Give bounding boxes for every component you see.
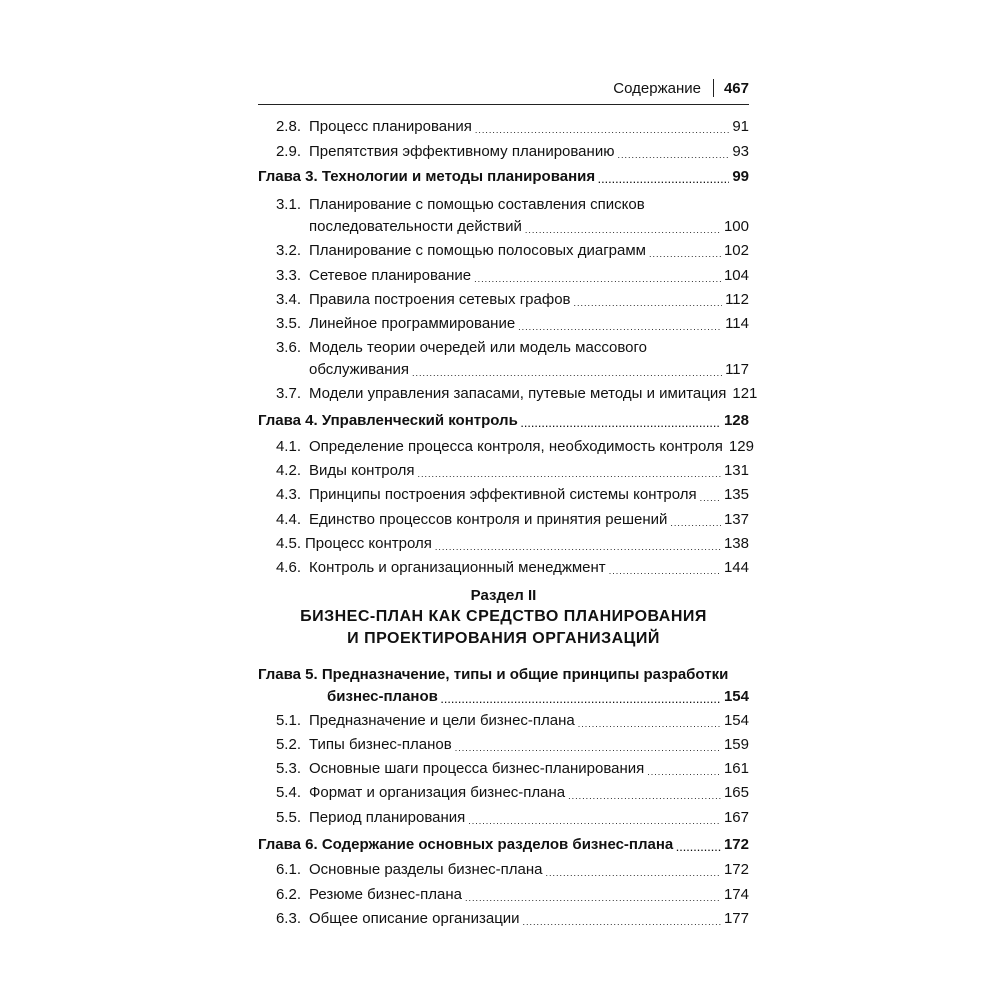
dot-leader (474, 265, 721, 287)
toc-entry-line (0, 859, 1000, 881)
toc-page-number: 154 (723, 688, 749, 705)
dot-leader (441, 686, 721, 708)
toc-page-number: 137 (723, 511, 749, 528)
toc-chapter-line (0, 166, 1000, 188)
toc-entry-number: 6.2. (275, 886, 301, 903)
header-separator (713, 79, 714, 97)
dot-leader (468, 807, 721, 829)
toc-entry-title: Общее описание организации (309, 910, 520, 927)
toc-page-number: 104 (723, 267, 749, 284)
toc-entry-line (0, 460, 1000, 482)
dot-leader (412, 359, 722, 381)
header-rule (258, 104, 749, 105)
toc-entry-title: Основные разделы бизнес-плана (309, 861, 543, 878)
dot-leader (598, 166, 729, 188)
dot-leader (546, 859, 721, 881)
toc-entry-line (0, 216, 1000, 238)
toc-page-number: 93 (732, 143, 749, 160)
toc-page-number: 177 (723, 910, 749, 927)
toc-entry-title: Определение процесса контроля, необходимость контроля (309, 438, 723, 455)
toc-entry-number: 3.1. (275, 196, 301, 213)
toc-chapter-title: Глава 3. Технологии и методы планирования (258, 168, 596, 185)
toc-entry-line (0, 758, 1000, 780)
toc-entry-number: 4.6. (275, 559, 301, 576)
toc-entry-line (0, 734, 1000, 756)
toc-chapter-title: Глава 4. Управленческий контроль (258, 412, 518, 429)
toc-entry-number: 5.2. (275, 736, 301, 753)
toc-page-number: 114 (725, 315, 749, 332)
toc-page-number: 159 (723, 736, 749, 753)
toc-entry-title: Типы бизнес-планов (309, 736, 452, 753)
section-label: Раздел II (470, 587, 537, 604)
toc-entry-line (0, 116, 1000, 138)
toc-entry-line (0, 383, 1000, 405)
toc-entry-line (0, 710, 1000, 732)
toc-page-number: 117 (725, 361, 749, 378)
toc-entry-title: Планирование с помощью составления списков (309, 196, 645, 213)
toc-entry-title: Процесс контроля (305, 535, 432, 552)
toc-entry-line (0, 289, 1000, 311)
toc-page-number: 102 (723, 242, 749, 259)
toc-page-number: 129 (728, 438, 754, 455)
toc-entry-title: Линейное программирование (309, 315, 516, 332)
running-header (258, 76, 749, 100)
toc-entry-line (0, 436, 1000, 458)
toc-entry-title: Правила построения сетевых графов (309, 291, 571, 308)
dot-leader (574, 289, 723, 311)
toc-entry-title: Виды контроля (309, 462, 415, 479)
toc-entry-title: Формат и организация бизнес-плана (309, 784, 566, 801)
toc-entry-line (0, 484, 1000, 506)
toc-entry-number: 3.2. (275, 242, 301, 259)
toc-entry-number: 6.3. (275, 910, 301, 927)
toc-entry-line (0, 908, 1000, 930)
toc-entry-title: Процесс планирования (309, 118, 472, 135)
dot-leader (609, 557, 721, 579)
dot-leader (578, 710, 721, 732)
toc-entry-number: 3.5. (275, 315, 301, 332)
toc-chapter-line (0, 686, 1000, 708)
toc-page-number: 172 (723, 861, 749, 878)
toc-entry-title: Препятствия эффективному планированию (309, 143, 615, 160)
toc-chapter-line (0, 834, 1000, 856)
toc-entry-number: 4.4. (275, 511, 301, 528)
toc-entry-title: Единство процессов контроля и принятия решений (309, 511, 668, 528)
dot-leader (617, 141, 729, 163)
dot-leader (649, 240, 721, 262)
toc-page-number: 135 (723, 486, 749, 503)
toc-chapter-title: Глава 6. Содержание основных разделов бизнес-плана (258, 836, 674, 853)
toc-page-number: 91 (732, 118, 749, 135)
toc-entry-title: Модели управления запасами, путевые методы и имитация (309, 385, 727, 402)
toc-page-number: 174 (723, 886, 749, 903)
toc-entry-number: 3.3. (275, 267, 301, 284)
dot-leader (525, 216, 721, 238)
toc-entry-title: последовательности действий (309, 218, 522, 235)
toc-page-number: 121 (732, 385, 758, 402)
toc-entry-number: 2.8. (275, 118, 301, 135)
toc-entry-number: 3.4. (275, 291, 301, 308)
dot-leader (647, 758, 721, 780)
toc-page-number: 99 (732, 168, 749, 185)
dot-leader (518, 313, 722, 335)
toc-entry-title: Сетевое планирование (309, 267, 472, 284)
toc-entry-number: 3.7. (275, 385, 301, 402)
header-page-number: 467 (723, 79, 749, 97)
dot-leader (475, 116, 729, 138)
dot-leader (700, 484, 721, 506)
section-title-line-2: И ПРОЕКТИРОВАНИЯ ОРГАНИЗАЦИЙ (347, 630, 660, 647)
toc-chapter-line (0, 664, 1000, 686)
toc-entry-number: 4.1. (275, 438, 301, 455)
toc-chapter-title: бизнес-планов (327, 688, 438, 705)
toc-page-number: 112 (725, 291, 749, 308)
dot-leader (568, 782, 721, 804)
toc-entry-line (0, 359, 1000, 381)
toc-entry-line (0, 194, 1000, 216)
dot-leader (435, 533, 721, 555)
toc-entry-title: Основные шаги процесса бизнес-планирования (309, 760, 645, 777)
toc-page-number: 172 (723, 836, 749, 853)
toc-entry-title: Контроль и организационный менеджмент (309, 559, 606, 576)
toc-entry-line (0, 807, 1000, 829)
dot-leader (465, 884, 721, 906)
toc-chapter-title: Глава 5. Предназначение, типы и общие принципы разработки (258, 666, 729, 683)
toc-entry-line (0, 884, 1000, 906)
toc-chapter-line (0, 410, 1000, 432)
toc-entry-number: 6.1. (275, 861, 301, 878)
toc-page-number: 128 (723, 412, 749, 429)
dot-leader (676, 834, 721, 856)
toc-entry-title: обслуживания (309, 361, 410, 378)
toc-entry-number: 4.3. (275, 486, 301, 503)
toc-entry-title: Модель теории очередей или модель массового (309, 339, 647, 356)
toc-entry-line (0, 782, 1000, 804)
toc-entry-title: Период планирования (309, 809, 466, 826)
dot-leader (455, 734, 721, 756)
toc-page-number: 167 (723, 809, 749, 826)
toc-entry-title: Резюме бизнес-плана (309, 886, 462, 903)
toc-entry-number: 5.1. (275, 712, 301, 729)
toc-page-number: 100 (723, 218, 749, 235)
toc-entry-number: 4.2. (275, 462, 301, 479)
header-title: Содержание (613, 79, 701, 97)
toc-page-number: 144 (723, 559, 749, 576)
toc-entry-number: 5.4. (275, 784, 301, 801)
toc-page-number: 131 (723, 462, 749, 479)
toc-entry-line (0, 240, 1000, 262)
dot-leader (670, 509, 721, 531)
dot-leader (523, 908, 721, 930)
toc-page-number: 138 (723, 535, 749, 552)
toc-entry-line (0, 533, 1000, 555)
toc-entry-line (0, 509, 1000, 531)
toc-entry-number: 5.5. (275, 809, 301, 826)
toc-entry-line (0, 557, 1000, 579)
toc-entry-number: 5.3. (275, 760, 301, 777)
toc-entry-line (0, 313, 1000, 335)
section-title-line-1: БИЗНЕС-ПЛАН КАК СРЕДСТВО ПЛАНИРОВАНИЯ (300, 608, 707, 625)
toc-page-number: 161 (723, 760, 749, 777)
toc-entry-number: 2.9. (275, 143, 301, 160)
toc-entry-number: 3.6. (275, 339, 301, 356)
toc-entry-title: Принципы построения эффективной системы контроля (309, 486, 697, 503)
dot-leader (418, 460, 721, 482)
dot-leader (521, 410, 721, 432)
toc-entry-line (0, 337, 1000, 359)
toc-page-number: 165 (723, 784, 749, 801)
toc-entry-title: Планирование с помощью полосовых диаграмм (309, 242, 646, 259)
toc-page-number: 154 (723, 712, 749, 729)
toc-entry-number: 4.5. (275, 535, 301, 552)
toc-entry-line (0, 141, 1000, 163)
toc-entry-title: Предназначение и цели бизнес-плана (309, 712, 575, 729)
toc-entry-line (0, 265, 1000, 287)
